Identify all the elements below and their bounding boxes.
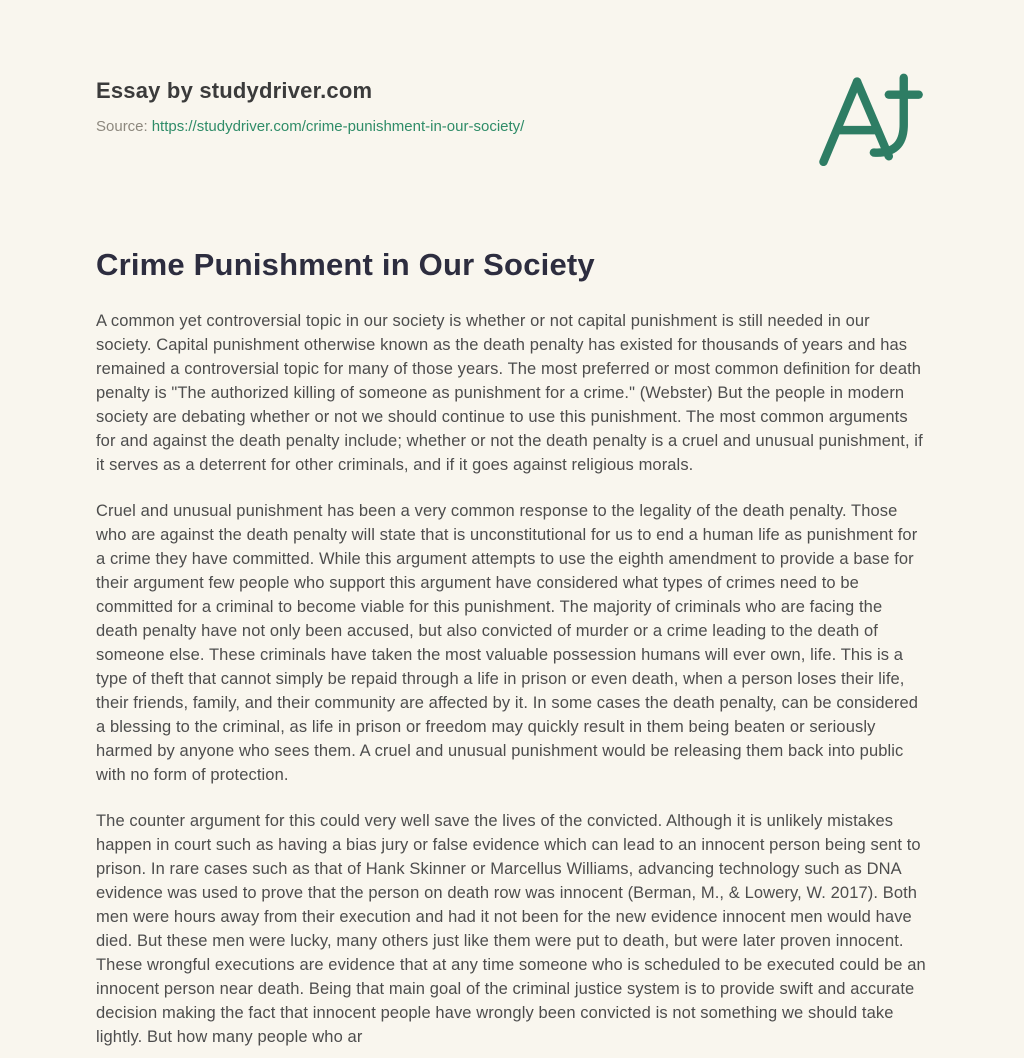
source-line (96, 118, 928, 135)
studydriver-logo-icon (816, 70, 928, 166)
source-link[interactable]: https://studydriver.com/crime-punishment-in-our-society/ (151, 118, 525, 135)
header (96, 78, 928, 135)
paragraph-3: The counter argument for this could very well save the lives of the convicted. Although it is unlikely mistakes happen in court such as having a bias jury or false evidence which can lead to an innocent person being sent to prison. In rare cases such as that of Hank Skinner or Marcellus Williams, advancing technology such as DNA evidence was used to prove that the person on death row was innocent (Berman, M., & Lowery, W. 2017). Both men were hours away from their execution and had it not been for the new evidence innocent men would have died. But these men were lucky, many others just like them were put to death, but were later proven innocent. These wrongful executions are evidence that at any time someone who is scheduled to be executed could be an innocent person near death. Being that main goal of the criminal justice system is to provide swift and accurate decision making the fact that innocent people have wrongly been convicted is not something we should take lightly. But how many people who ar (96, 812, 926, 1046)
paragraph-1: A common yet controversial topic in our society is whether or not capital punishment is still needed in our society. Capital punishment otherwise known as the death penalty has existed for thousands of years and has remained a controversial topic for many of those years. The most preferred or most common definition for death penalty is "The authorized killing of someone as punishment for a crime." (Webster) But the people in modern society are debating whether or not we should continue to use this punishment. The most common arguments for and against the death penalty include; whether or not the death penalty is a cruel and unusual punishment, if it serves as a deterrent for other criminals, and if it goes against religious morals. (96, 312, 923, 474)
source-label: Source: (96, 118, 148, 135)
page-title: Crime Punishment in Our Society (96, 247, 595, 282)
paragraph-2: Cruel and unusual punishment has been a very common response to the legality of the death penalty. Those who are against the death penalty will state that is unconstitutional for us to end a human life as punishment for a crime they have committed. While this argument attempts to use the eighth amendment to provide a base for their argument few people who support this argument have considered what types of crimes need to be committed for a criminal to become viable for this punishment. The majority of criminals who are facing the death penalty have not only been accused, but also convicted of murder or a crime leading to the death of someone else. These criminals have taken the most valuable possession humans will ever own, life. This is a type of theft that cannot simply be repaid through a life in prison or even death, when a person loses their life, their friends, family, and their community are affected by it. In some cases the death penalty, can be considered a blessing to the criminal, as life in prison or freedom may quickly result in them being beaten or seriously harmed by anyone who sees them. A cruel and unusual punishment would be releasing them back into public with no form of protection. (96, 502, 919, 784)
article-body (96, 309, 928, 1049)
essay-by-label: Essay by studydriver.com (96, 78, 373, 103)
